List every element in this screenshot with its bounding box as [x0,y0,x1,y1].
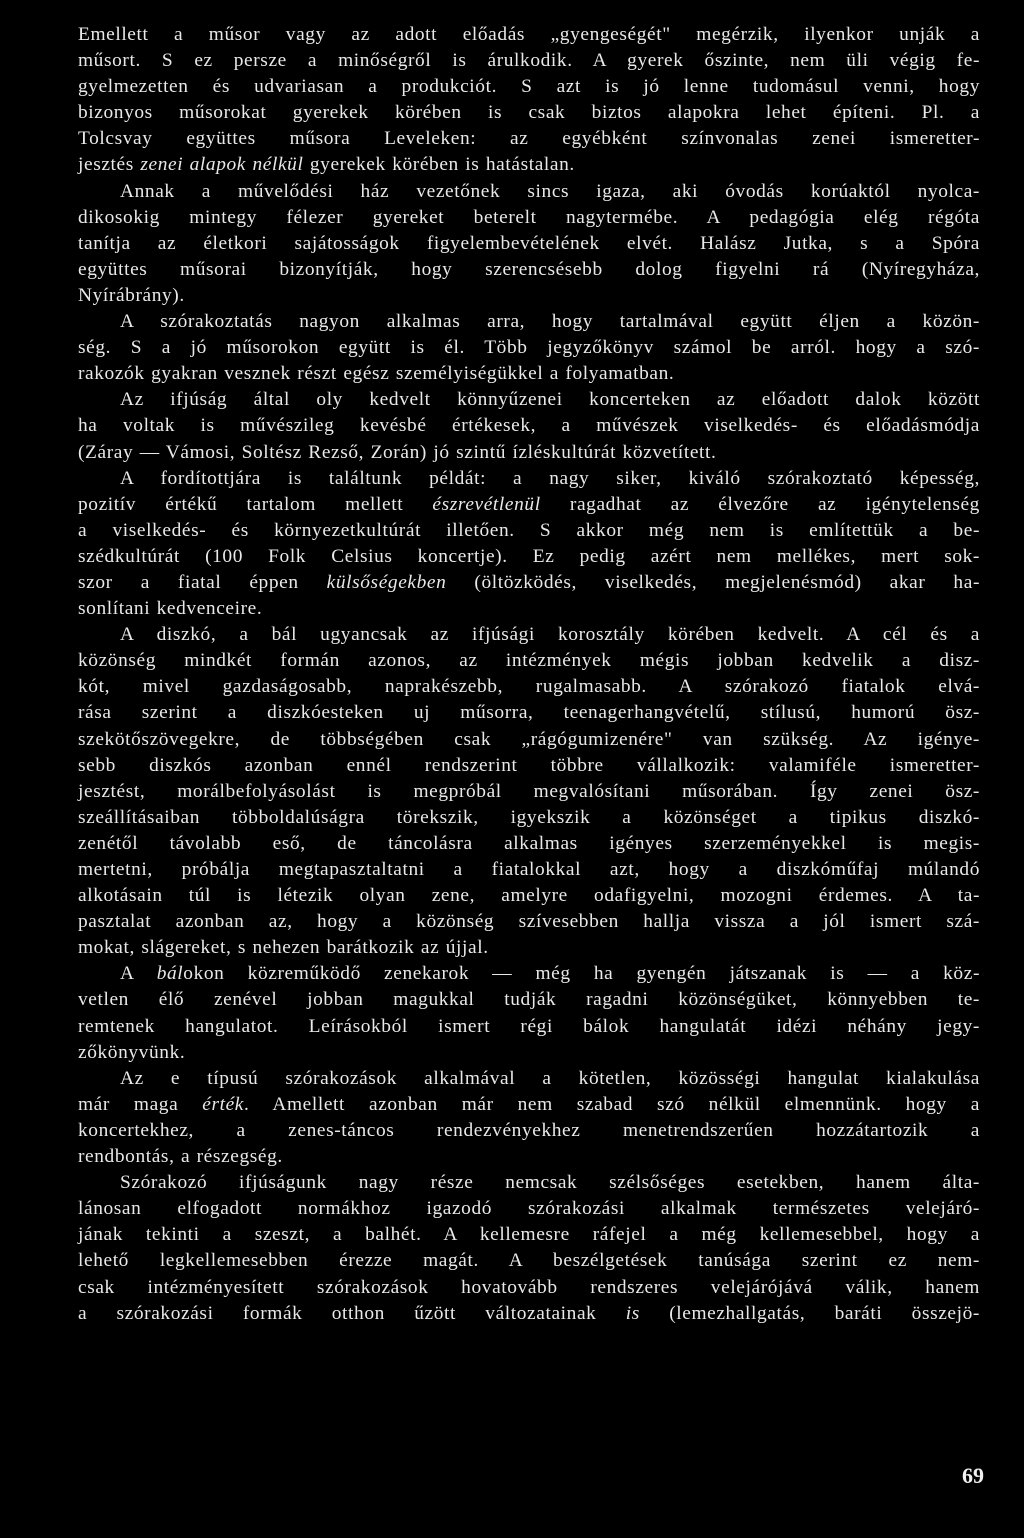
text-line: mertetni, próbálja megtapasztaltatni a fiatalokkal azt, hogy a diszkóműfaj múlandó [78,859,980,880]
text-line: vetlen élő zenével jobban magukkal tudják ragadni közönségüket, könnyebben te- [78,989,980,1011]
text-line: pasztalat azonban az, hogy a közönség szívesebben hallja vissza a jól ismert szá- [78,911,980,933]
text-line: zőkönyvünk. [78,1041,186,1063]
text-line: rakozók gyakran vesznek részt egész személyiségükkel a folyamatban. [78,363,675,385]
body-text [78,22,980,1327]
text-line: pozitív értékű tartalom mellett észrevétlenül ragadhat az élvezőre az igénytelenség [78,493,980,515]
text-line: Szórakozó ifjúságunk nagy része nemcsak szélsőséges esetekben, hanem álta- [120,1172,980,1194]
text-line: A bálokon közreműködő zenekarok — még ha gyengén játszanak is — a köz- [120,963,980,985]
text-line: lehető legkellemesebben érezze magát. A beszélgetések tanúsága szerint ez nem- [78,1250,980,1272]
text-line: már maga érték. Amellett azonban már nem szabad szó nélkül elmennünk. hogy a [78,1093,980,1115]
text-line: A diszkó, a bál ugyancsak az ifjúsági korosztály körében kedvelt. A cél és a [120,624,980,646]
text-line: dikosokig mintegy félezer gyereket beterelt nagytermébe. A pedagógia elég régóta [78,206,980,228]
text-line: lánosan elfogadott normákhoz igazodó szórakozási alkalmak természetes velejáró- [78,1198,980,1220]
text-line: rendbontás, a részegség. [78,1146,283,1168]
text-line: sonlítani kedvenceire. [78,598,263,620]
text-line: zenétől távolabb eső, de táncolásra alkalmas igényes szerzeményekkel is megis- [78,832,980,854]
text-line: közönség mindkét formán azonos, az intézmények mégis jobban kedvelik a disz- [78,650,980,672]
text-line: Nyírábrány). [78,284,185,306]
text-line: rása szerint a diszkóesteken uj műsorra, teenagerhangvételű, stílusú, humorú ösz- [78,702,980,724]
text-line: szor a fiatal éppen külsőségekben (öltözködés, viselkedés, megjelenésmód) akar ha- [78,571,980,593]
text-line: csak intézményesített szórakozások hovatovább rendszeres velejárójává válik, hanem [78,1276,980,1298]
text-line: gyelmezetten és udvariasan a produkciót. S azt is jó lenne tudomásul venni, hogy [78,76,980,98]
text-line: A szórakoztatás nagyon alkalmas arra, hogy tartalmával együtt éljen a közön- [120,311,980,333]
text-line: jesztés zenei alapok nélkül gyerekek körében is hatástalan. [78,154,575,176]
text-line: Annak a művelődési ház vezetőnek sincs igaza, aki óvodás korúaktól nyolca- [120,180,980,202]
text-line: koncertekhez, a zenes-táncos rendezvényekhez menetrendszerűen hozzátartozik a [78,1119,980,1141]
text-line: jának tekinti a szeszt, a balhét. A kellemesre ráfejel a még kellemesebbel, hogy a [78,1224,980,1246]
text-line: szeállításaiban többoldalúságra törekszik, igyekszik a közönséget a tipikus diszkó- [78,806,980,828]
text-line: együttes műsorai bizonyítják, hogy szerencsésebb dolog figyelni rá (Nyíregyháza, [78,258,980,280]
text-line: Az ifjúság által oly kedvelt könnyűzenei koncerteken az előadott dalok között [120,389,980,411]
text-line: sebb diszkós azonban ennél rendszerint többre vállalkozik: valamiféle ismeretter- [78,754,980,776]
text-line: a szórakozási formák otthon űzött változatainak is (lemezhallgatás, baráti összejö- [78,1302,980,1324]
text-line: mokat, slágereket, s nehezen barátkozik az újjal. [78,937,489,959]
text-line: műsort. S ez persze a minőségről is árulkodik. A gyerek őszinte, nem üli végig fe- [78,50,980,72]
text-line: ha voltak is művészileg kevésbé értékesek, a művészek viselkedés- és előadásmódja [78,415,980,437]
text-line: szekötőszövegekre, de többségében csak „rágógumizenére" van szükség. Az igénye- [78,728,980,750]
text-line: jesztést, morálbefolyásolást is megpróbál megvalósítani műsorában. Így zenei ösz- [78,780,980,802]
text-line: a viselkedés- és környezetkultúrát illetően. S akkor még nem is említettük a be- [78,519,980,541]
text-line: szédkultúrát (100 Folk Celsius koncertje). Ez pedig azért nem mellékes, mert sok- [78,545,980,567]
text-line: alkotásain túl is létezik olyan zene, amelyre odafigyelni, mozogni érdemes. A ta- [78,885,980,907]
page-number: 69 [962,1463,984,1488]
text-line: Tolcsvay együttes műsora Leveleken: az egyébként színvonalas zenei ismeretter- [78,128,980,150]
text-line: ség. S a jó műsorokon együtt is él. Több jegyzőkönyv számol be arról. hogy a szó- [78,337,980,359]
text-line: bizonyos műsorokat gyerekek körében is csak biztos alapokra lehet építeni. Pl. a [78,102,980,124]
text-line: tanítja az életkori sajátosságok figyelembevételének elvét. Halász Jutka, s a Spóra [78,232,980,254]
text-line: remtenek hangulatot. Leírásokból ismert régi bálok hangulatát idézi néhány jegy- [78,1015,980,1037]
text-line: Az e típusú szórakozások alkalmával a kötetlen, közösségi hangulat kialakulása [120,1067,980,1089]
text-line: kót, mivel gazdaságosabb, naprakészebb, rugalmasabb. A szórakozó fiatalok elvá- [78,676,980,698]
text-line: A fordítottjára is találtunk példát: a nagy siker, kiváló szórakoztató képesség, [120,467,980,489]
text-line: Emellett a műsor vagy az adott előadás „gyengeségét" megérzik, ilyenkor unják a [78,24,980,45]
text-line: (Záray — Vámosi, Soltész Rezső, Zorán) jó szintű ízléskultúrát közvetített. [78,441,717,463]
